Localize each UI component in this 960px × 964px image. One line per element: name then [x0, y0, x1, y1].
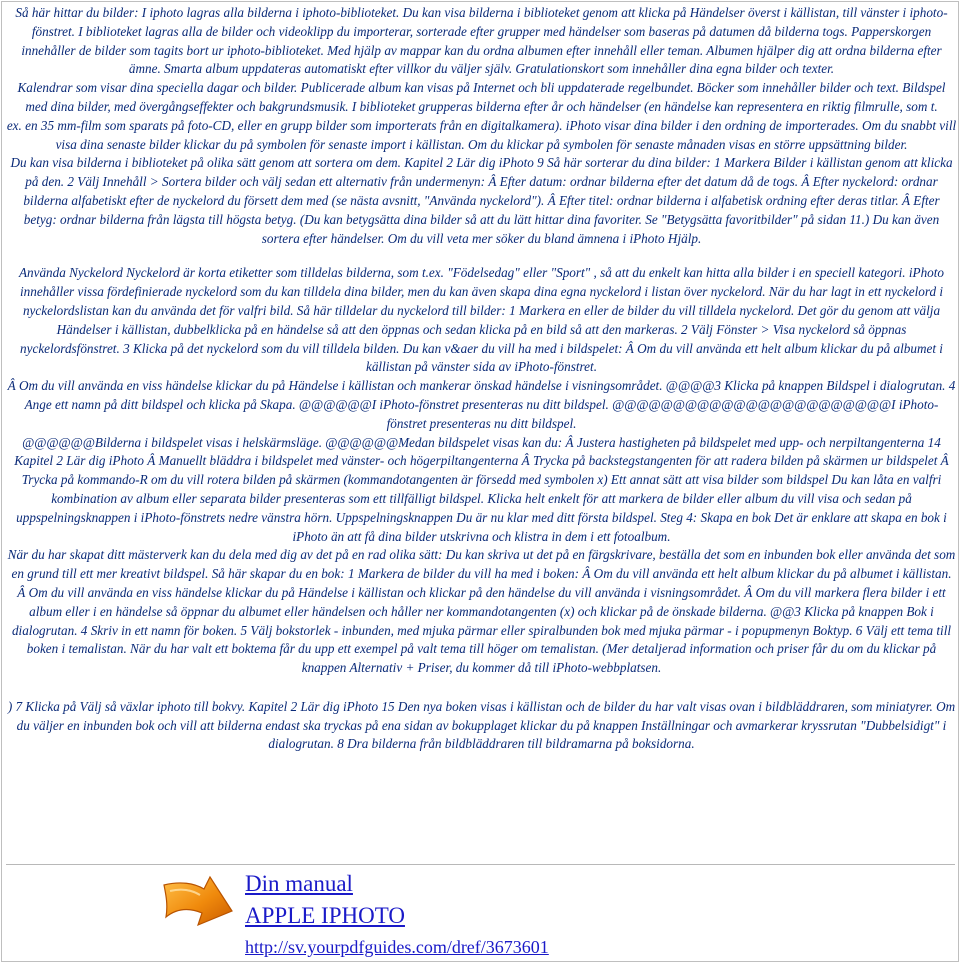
paragraph-import-order: ex. en 35 mm-film som sparats på foto-CD, eller en grupp bilder som importerats från en digitalkamera). iPhoto visar dina bilder i den ordning de importerades. Om du snabbt vill visa dina senaste bilder klickar du på symbolen för senaste import i källistan. Om du klickar på symbolen för senaste månaden visas en större uppsättning bilder.: [6, 117, 957, 152]
footer: [2, 865, 958, 961]
paragraph-book: När du har skapat ditt mästerverk kan du dela med dig av det på en rad olika sätt: Du kan skriva ut det på en färgskrivare, beställa det som en inbunden bok eller använda det som en grund till ett mer kreativt bildspel. Så här skapar du en bok: 1 Markera de bilder du vill ha med i boken: Â Om du vill använda ett helt album klickar du på albumet i källistan. Â Om du vill använda en viss händelse klickar du på Händelse i källistan och klickar på den händelse du vill använda i visningsområdet. Â Om du vill markera flera bilder i ett album eller i en händelse så öppnar du albumet eller händelsen och håller ner kommandotangenten (x) och klickar på de önskade bilderna. @@3 Klicka på knappen Bok i dialogrutan. 4 Skriv in ett namn för boken. 5 Välj bokstorlek - inbunden, med mjuka pärmar eller spiralbunden bok med mjuka pärmar - i popupmenyn Boktyp. 6 Välj ett tema till boken i temalistan. När du har valt ett boktema får du upp ett exempel på valt tema till höger om temalistan. (Mer detaljerad information och priser får du om du klickar på knappen Alternativ + Priser, du kommer då till iPhoto-webbplatsen.: [7, 547, 956, 676]
paragraph-keywords: Använda Nyckelord Nyckelord är korta etiketter som tilldelas bilderna, som t.ex. "Födelsedag" eller "Sport" , så att du enkelt kan hitta alla bilder i en speciell kategori. iPhoto innehåller vissa fördefinierade nyckelord som du kan tilldela dina bilder, men du kan även skapa dina egna nyckelord i listan över nyckelord. När du har lagt in ett nyckelord i nyckelordslistan kan du använda det för valfri bild. Så här tilldelar du nyckelord till bilder: 1 Markera en eller de bilder du vill tilldela nyckelord. Det gör du genom att välja Händelser i källistan, dubbelklicka på en händelse så att den öppnas och sedan klicka på en bild så att den markeras. 2 Välj Fönster > Visa nyckelord så öppnas nyckelordsfönstret. 3 Klicka på det nyckelord som du vill tilldela bilden. Du kan v&aer du vill ha med i bildspelet: Â Om du vill använda ett helt album klickar du på albumet i källistan på vänster sida av iPhoto-fönstret.: [18, 265, 945, 375]
paragraph-calendars: Kalendrar som visar dina speciella dagar och bilder. Publicerade album kan visas på Internet och bli uppdaterade regelbundet. Böcker som innehåller bilder och text. Bildspel med dina bilder, med övergångseffekter och bakgrundsmusik. I biblioteket grupperas bilderna efter år och händelser (en händelse kan representera en riktig filmrulle, som t.: [17, 80, 946, 114]
paragraph-sorting: Du kan visa bilderna i biblioteket på olika sätt genom att sortera om dem. Kapitel 2 Lär dig iPhoto 9 Så här sorterar du dina bilder: 1 Markera Bilder i källistan genom att klicka på den. 2 Välj Innehåll > Sortera bilder och välj sedan ett alternativ från undermenyn: Â Efter datum: ordnar bilderna efter det datum då de togs. Â Efter nyckelord: ordnar bilderna alfabetiskt efter de nyckelord du försett dem med (se nästa avsnitt, "Använda nyckelord"). Â Efter titel: ordnar bilderna i alfabetisk ordning efter deras titlar. Â Efter betyg: ordnar bilderna från lägsta till högsta betyg. (Du kan betygsätta dina bilder så att du lätt hittar dina favoriter. Se "Betygsätta favoritbilder" på sidan 11.) Du kan även sortera efter händelser. Om du vill veta mer söker du bland ämnena i iPhoto Hjälp.: [10, 155, 953, 246]
document-body: [6, 4, 957, 754]
pdf-page: [1, 1, 959, 962]
product-link[interactable]: APPLE IPHOTO: [245, 903, 405, 928]
paragraph-slideshow-fullscreen: @@@@@@Bilderna i bildspelet visas i helskärmsläge. @@@@@@Medan bildspelet visas kan du: Â Justera hastigheten på bildspelet med upp- och nerpiltangenterna 14 Kapitel 2 Lär dig iPhoto Â Manuellt bläddra i bildspelet med vänster- och högerpiltangenterna Â Trycka på backstegstangenten för att radera bilden på skärmen ur bildspelet Â Trycka på kommando-R om du vill rotera bilden på skärmen (kommandotangenten är försedd med symbolen x) Ett annat sätt att visa bilder som bildspel Du kan låta en valfri kombination av album eller separata bilder presenteras som ett tillfälligt bildspel. Klicka helt enkelt för att markera de bilder eller album du vill visa och sedan på uppspelningsknappen i iPhoto-fönstrets nedre vänstra hörn. Uppspelningsknappen Du är nu klar med ditt första bildspel. Steg 4: Skapa en bok Det är enklare att skapa en bok i iPhoto än att få dina bilder utskrivna och klistra in dem i ett fotoalbum.: [14, 434, 949, 544]
paragraph-slideshow-event: Â Om du vill använda en viss händelse klickar du på Händelse i källistan och mankerar önskad händelse i visningsområdet. @@@@3 Klicka på knappen Bildspel i dialogrutan. 4 Ange ett namn på ditt bildspel och klicka på Skapa. @@@@@@I iPhoto-fönstret presenteras nu ditt bildspel. @@@@@@@@@@@@@@@@@@@@@@@I iPhoto-fönstret presenteras nu ditt bildspel.: [7, 378, 956, 431]
footer-links: [245, 869, 549, 959]
paragraph-book-view: ) 7 Klicka på Välj så växlar iphoto till bokvy. Kapitel 2 Lär dig iPhoto 15 Den nya boken visas i källistan och de bilder du har valt visas ovan i bildbläddraren, som miniatyrer. Om du väljer en inbunden bok och vill att bilderna endast ska tryckas på ena sidan av bokupplaget klickar du på knappen Inställningar och avmarkerar kryssrutan "Dubbelsidigt" i dialogrutan. 8 Dra bilderna från bildbläddraren till bildramarna på boksidorna.: [7, 698, 956, 752]
url-link[interactable]: http://sv.yourpdfguides.com/dref/3673601: [245, 937, 549, 957]
manual-link[interactable]: Din manual: [245, 871, 353, 896]
paragraph-library: Så här hittar du bilder: I iphoto lagras alla bilderna i iphoto-biblioteket. Du kan visa bilderna i biblioteket genom att klicka på Händelser överst i källistan, till vänster i iphoto-fönstret. I biblioteket lagras alla de bilder och videoklipp du importerar, sorterade efter grupper med händelser som baseras på datumen då bilderna togs. Papperskorgen innehåller de bilder som tagits bort ur iphoto-biblioteket. Med hjälp av mappar kan du ordna albumen efter innehåll eller teman. Albumen hjälper dig att ordna bilderna efter ämne. Smarta album uppdateras automatiskt efter villkor du väljer själv. Gratulationskort som innehåller dina egna bilder och texter.: [15, 5, 948, 77]
orange-arrow-icon: [158, 867, 238, 947]
